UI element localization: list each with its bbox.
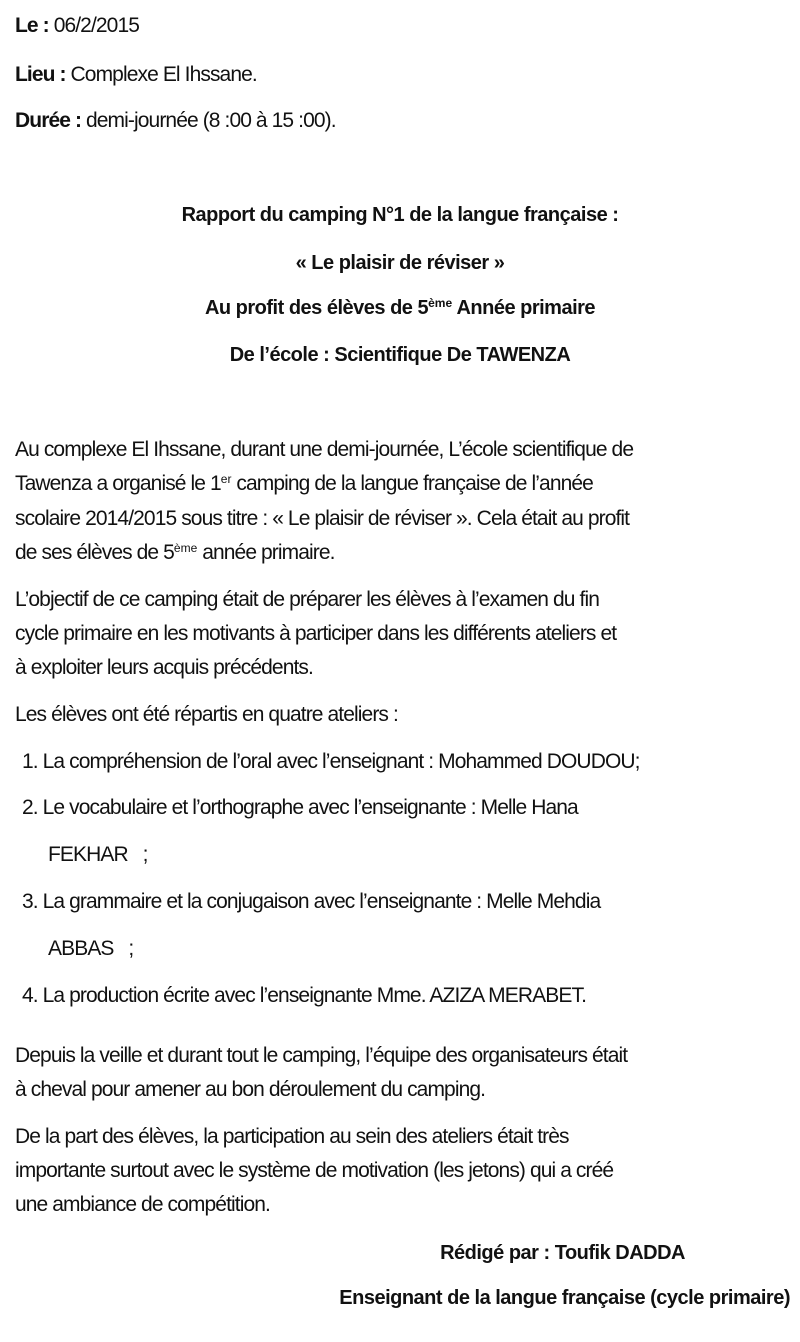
workshops-intro: Les élèves ont été répartis en quatre ateliers : [15,703,398,726]
workshop-text: La compréhension de l’oral avec l’enseignant : Mohammed DOUDOU; [42,750,640,773]
duration-label: Durée : [15,109,82,132]
intro-l2-a: Tawenza a organisé le 1 [15,472,221,495]
workshop-num: 1. [22,750,38,773]
workshop-text: Le vocabulaire et l’orthographe avec l’enseignante : Melle Hana [42,796,578,819]
date-value: 06/2/2015 [53,14,140,37]
intro-l4-b: année primaire. [197,541,335,564]
intro-line-3: scolaire 2014/2015 sous titre : « Le plaisir de réviser ». Cela était au profit [15,507,630,530]
place-label: Lieu : [15,63,66,86]
organizers-line-2: à cheval pour amener au bon déroulement du camping. [15,1078,486,1101]
intro-line-4 [15,540,335,566]
date-label: Le : [15,14,49,37]
intro-l2-sup: er [220,472,232,486]
place-value: Complexe El Ihssane. [70,63,257,86]
workshop-item-2 [22,795,578,821]
intro-l4-sup: ème [173,541,198,555]
workshop-item-3-cont: ABBAS ; [48,937,134,960]
workshop-item-4 [22,983,586,1009]
intro-l2-b: camping de la langue française de l’année [231,472,593,495]
workshop-num: 2. [22,796,38,819]
participation-line-1: De la part des élèves, la participation au sein des ateliers était très [15,1125,569,1148]
workshop-item-3 [22,889,600,915]
duration-line [15,108,336,134]
date-line [15,13,139,39]
workshop-num: 3. [22,890,38,913]
workshop-item-2-cont: FEKHAR ; [48,843,148,866]
report-audience [0,295,800,321]
duration-value: demi-journée (8 :00 à 15 :00). [86,109,336,132]
intro-l4-a: de ses élèves de 5 [15,541,174,564]
signature-role: Enseignant de la langue française (cycle primaire) [339,1287,790,1309]
objective-line-3: à exploiter leurs acquis précédents. [15,656,313,679]
organizers-line-1: Depuis la veille et durant tout le camping, l’équipe des organisateurs était [15,1044,628,1067]
audience-b: Année primaire [452,297,596,319]
signature-author: Rédigé par : Toufik DADDA [440,1242,685,1264]
objective-line-2: cycle primaire en les motivants à participer dans les différents ateliers et [15,622,617,645]
intro-line-1: Au complexe El Ihssane, durant une demi-journée, L’école scientifique de [15,438,634,461]
report-subtitle: « Le plaisir de réviser » [295,252,505,274]
audience-sup: ème [428,296,453,310]
workshop-text: La grammaire et la conjugaison avec l’enseignante : Melle Mehdia [42,890,601,913]
place-line [15,62,257,88]
report-school: De l’école : Scientifique De TAWENZA [229,344,571,366]
participation-line-2: importante surtout avec le système de motivation (les jetons) qui a créé [15,1159,614,1182]
workshop-text: La production écrite avec l’enseignante Mme. AZIZA MERABET. [42,984,587,1007]
intro-line-2 [15,471,593,497]
workshop-item-1 [22,749,640,775]
report-title: Rapport du camping N°1 de la langue française : [181,204,619,226]
objective-line-1: L’objectif de ce camping était de préparer les élèves à l’examen du fin [15,588,599,611]
participation-line-3: une ambiance de compétition. [15,1193,270,1216]
audience-a: Au profit des élèves de 5 [204,297,429,319]
workshop-num: 4. [22,984,38,1007]
